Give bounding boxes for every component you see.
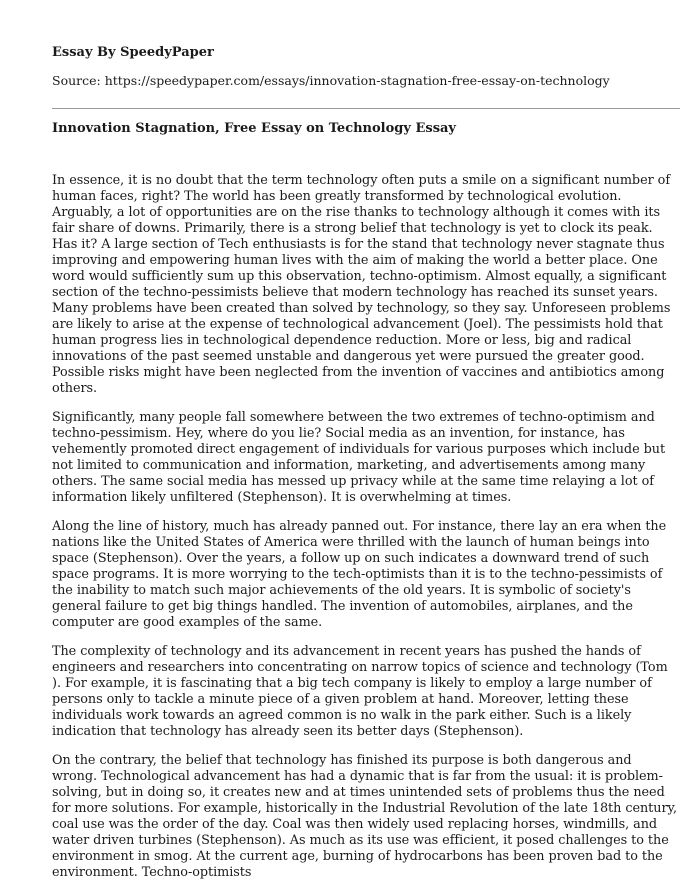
paragraph-1: In essence, it is no doubt that the term technology often puts a smile on a significant number of human faces, right? The world has been greatly transformed by technological evolution. Arguably, a lot of opportunities are on the rise thanks to technology although it comes with its fair share of downs. Primarily, there is a strong belief that technology is yet to clock its peak. Has it? A large section of Tech enthusiasts is for the stand that technology never stagnate thus improving and empowering human lives with the aim of making the world a better place. One word would sufficiently sum up this observation, techno-optimism. Almost equally, a significant section of the techno-pessimists believe that modern technology has reached its sunset years. Many problems have been created than solved by technology, so they say. Unforeseen problems are likely to arise at the expense of technological advancement (Joel). The pessimists hold that human progress lies in technological dependence reduction. More or less, big and radical innovations of the past seemed unstable and dangerous yet were pursued the greater good. Possible risks might have been neglected from the invention of vaccines and antibiotics among others. — [52, 173, 671, 396]
essay-body — [52, 173, 678, 894]
essay-title: Innovation Stagnation, Free Essay on Technology Essay — [52, 121, 456, 136]
paragraph-3: Along the line of history, much has already panned out. For instance, there lay an era when the nations like the United States of America were thrilled with the launch of human beings into space (Stephenson). Over the years, a follow up on such indicates a downward trend of such space programs. It is more worrying to the tech-optimists than it is to the techno-pessimists of the inability to match such major achievements of the old years. It is symbolic of society's general failure to get big things handled. The invention of automobiles, airplanes, and the computer are good examples of the same. — [52, 519, 667, 630]
document-header-title: Essay By SpeedyPaper — [52, 45, 214, 60]
source-line: Source: https://speedypaper.com/essays/innovation-stagnation-free-essay-on-technology — [52, 73, 610, 88]
paragraph-4: The complexity of technology and its advancement in recent years has pushed the hands of engineers and researchers into concentrating on narrow topics of science and technology (Tom ). For example, it is fascinating that a big tech company is likely to employ a large number of persons only to tackle a minute piece of a given problem at hand. Moreover, letting these individuals work towards an agreed common is no walk in the park either. Such is a likely indication that technology has already seen its better days (Stephenson). — [52, 644, 668, 739]
header-divider — [52, 108, 680, 109]
paragraph-5: On the contrary, the belief that technology has finished its purpose is both dangerous and wrong. Technological advancement has had a dynamic that is far from the usual: it is problem-solving, but in doing so, it creates new and at times unintended sets of problems thus the need for more solutions. For example, historically in the Industrial Revolution of the late 18th century, coal use was the order of the day. Coal was then widely used replacing horses, windmills, and water driven turbines (Stephenson). As much as its use was efficient, it posed challenges to the environment in smog. At the current age, burning of hydrocarbons has been proven bad to the environment. Techno-optimists — [52, 753, 678, 880]
paragraph-2: Significantly, many people fall somewhere between the two extremes of techno-optimism and techno-pessimism. Hey, where do you lie? Social media as an invention, for instance, has vehemently promoted direct engagement of individuals for various purposes which include but not limited to communication and information, marketing, and advertisements among many others. The same social media has messed up privacy while at the same time relaying a lot of information likely unfiltered (Stephenson). It is overwhelming at times. — [52, 410, 666, 505]
